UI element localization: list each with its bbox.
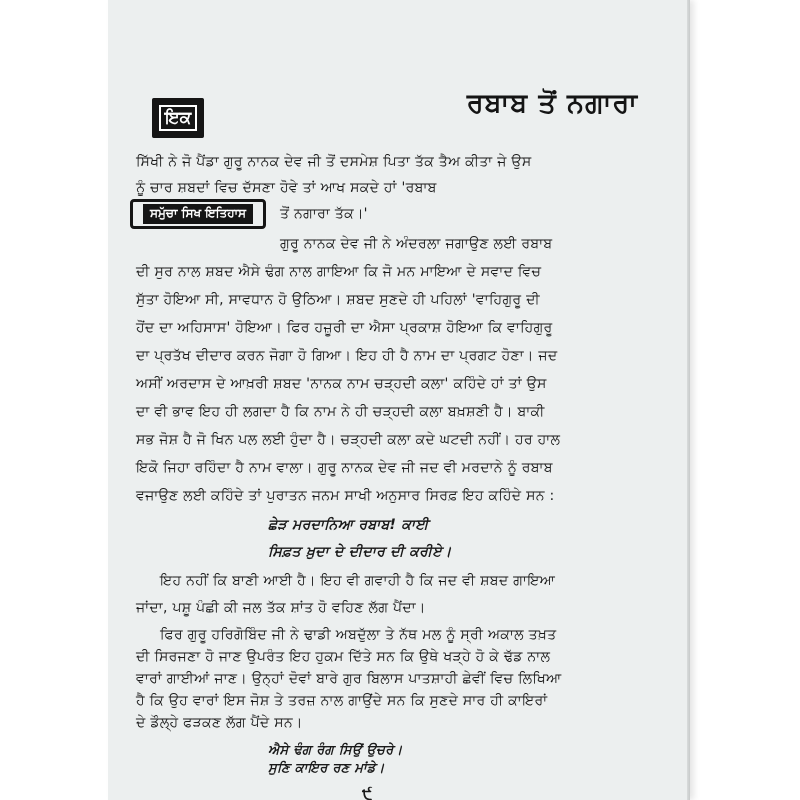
text-line: ਨੂੰ ਚਾਰ ਸ਼ਬਦਾਂ ਵਿਚ ਦੱਸਣਾ ਹੋਵੇ ਤਾਂ ਆਖ ਸਕਦੇ ਹਾਂ 'ਰਬਾਬ xyxy=(136,180,437,196)
verse-line: ਛੇੜ ਮਰਦਾਨਿਆ ਰਬਾਬ! ਕਾਈ xyxy=(268,517,429,533)
verse-line: ਐਸੇ ਢੰਗ ਰੰਗ ਸਿਉਂ ਉਚਰੇ। xyxy=(268,743,403,758)
sidebar-badge-label: ਸਮੁੱਚਾ ਸਿਖ ਇਤਿਹਾਸ xyxy=(143,204,253,223)
text-line: ਜਾਂਦਾ, ਪਸ਼ੂ ਪੰਛੀ ਕੀ ਜਲ ਤੱਕ ਸ਼ਾਂਤ ਹੋ ਵਹਿਣ ਲੱਗ ਪੈਂਦਾ। xyxy=(136,600,426,616)
text-line: ਹੈ ਕਿ ਉਹ ਵਾਰਾਂ ਇਸ ਜੋਸ਼ ਤੇ ਤਰਜ਼ ਨਾਲ ਗਾਉਂਦੇ ਸਨ ਕਿ ਸੁਣਦੇ ਸਾਰ ਹੀ ਕਾਇਰਾਂ xyxy=(136,693,548,709)
text-line: ਤੋਂ ਨਗਾਰਾ ਤੱਕ।' xyxy=(280,206,368,222)
text-line: ਸੁੱਤਾ ਹੋਇਆ ਸੀ, ਸਾਵਧਾਨ ਹੋ ਉਠਿਆ। ਸ਼ਬਦ ਸੁਣਦੇ ਹੀ ਪਹਿਲਾਂ 'ਵਾਹਿਗੁਰੂ ਦੀ xyxy=(136,292,540,308)
text-line: ਗੁਰੂ ਨਾਨਕ ਦੇਵ ਜੀ ਨੇ ਅੰਦਰਲਾ ਜਗਾਉਣ ਲਈ ਰਬਾਬ xyxy=(280,236,553,252)
text-line: ਵਾਰਾਂ ਗਾਈਆਂ ਜਾਣ। ਉਨ੍ਹਾਂ ਦੋਵਾਂ ਬਾਰੇ ਗੁਰ ਬਿਲਾਸ ਪਾਤਸ਼ਾਹੀ ਛੇਵੀਂ ਵਿਚ ਲਿਖਿਆ xyxy=(136,671,562,687)
text-line: ਸਿੱਖੀ ਨੇ ਜੋ ਪੈਂਡਾ ਗੁਰੂ ਨਾਨਕ ਦੇਵ ਜੀ ਤੋਂ ਦਸਮੇਸ਼ ਪਿਤਾ ਤੱਕ ਤੈਅ ਕੀਤਾ ਜੇ ਉਸ xyxy=(136,154,532,170)
chapter-title: ਰਬਾਬ ਤੋਂ ਨਗਾਰਾ xyxy=(466,88,638,119)
text-line: ਇਹ ਨਹੀਂ ਕਿ ਬਾਣੀ ਆਈ ਹੈ। ਇਹ ਵੀ ਗਵਾਹੀ ਹੈ ਕਿ ਜਦ ਵੀ ਸ਼ਬਦ ਗਾਇਆ xyxy=(160,573,556,589)
chapter-number-frame xyxy=(159,105,197,131)
text-line: ਦਾ ਵੀ ਭਾਵ ਇਹ ਹੀ ਲਗਦਾ ਹੈ ਕਿ ਨਾਮ ਨੇ ਹੀ ਚੜ੍ਹਦੀ ਕਲਾ ਬਖ਼ਸ਼ਣੀ ਹੈ। ਬਾਕੀ xyxy=(136,404,545,420)
chapter-number: ਇਕ xyxy=(164,107,192,128)
page-number: ੯ xyxy=(362,784,373,800)
text-line: ਵਜਾਉਣ ਲਈ ਕਹਿੰਦੇ ਤਾਂ ਪੁਰਾਤਨ ਜਨਮ ਸਾਖੀ ਅਨੁਸਾਰ ਸਿਰਫ਼ ਇਹ ਕਹਿੰਦੇ ਸਨ : xyxy=(136,488,555,504)
sidebar-badge xyxy=(130,199,266,229)
text-line: ਇਕੋ ਜਿਹਾ ਰਹਿੰਦਾ ਹੈ ਨਾਮ ਵਾਲਾ। ਗੁਰੂ ਨਾਨਕ ਦੇਵ ਜੀ ਜਦ ਵੀ ਮਰਦਾਨੇ ਨੂੰ ਰਬਾਬ xyxy=(136,460,553,476)
text-line: ਅਸੀਂ ਅਰਦਾਸ ਦੇ ਆਖ਼ਰੀ ਸ਼ਬਦ 'ਨਾਨਕ ਨਾਮ ਚੜ੍ਹਦੀ ਕਲਾ' ਕਹਿੰਦੇ ਹਾਂ ਤਾਂ ਉਸ xyxy=(136,376,547,392)
text-line: ਦਾ ਪ੍ਰਤੱਖ ਦੀਦਾਰ ਕਰਨ ਜੋਗਾ ਹੋ ਗਿਆ। ਇਹ ਹੀ ਹੈ ਨਾਮ ਦਾ ਪ੍ਰਗਟ ਹੋਣਾ। ਜਦ xyxy=(136,348,558,364)
text-line: ਸਭ ਜੋਸ਼ ਹੈ ਜੋ ਖਿਨ ਪਲ ਲਈ ਹੁੰਦਾ ਹੈ। ਚੜ੍ਹਦੀ ਕਲਾ ਕਦੇ ਘਟਦੀ ਨਹੀਂ। ਹਰ ਹਾਲ xyxy=(136,432,561,448)
text-line: ਦੀ ਸੁਰ ਨਾਲ ਸ਼ਬਦ ਐਸੇ ਢੰਗ ਨਾਲ ਗਾਇਆ ਕਿ ਜੋ ਮਨ ਮਾਇਆ ਦੇ ਸਵਾਦ ਵਿਚ xyxy=(136,264,542,280)
text-line: ਹੋਂਦ ਦਾ ਅਹਿਸਾਸ' ਹੋਇਆ। ਫਿਰ ਹਜ਼ੂਰੀ ਦਾ ਐਸਾ ਪ੍ਰਕਾਸ਼ ਹੋਇਆ ਕਿ ਵਾਹਿਗੁਰੂ xyxy=(136,320,553,336)
chapter-number-box xyxy=(152,98,204,138)
text-line: ਦੇ ਡੌਲ੍ਹੇ ਫੜਕਣ ਲੱਗ ਪੈਂਦੇ ਸਨ। xyxy=(136,715,303,731)
book-page xyxy=(108,0,690,800)
text-line: ਦੀ ਸਿਰਜਣਾ ਹੋ ਜਾਣ ਉਪਰੰਤ ਇਹ ਹੁਕਮ ਦਿੱਤੇ ਸਨ ਕਿ ਉਥੇ ਖੜ੍ਹੇ ਹੋ ਕੇ ਢੱਡ ਨਾਲ xyxy=(136,649,551,665)
text-line: ਫਿਰ ਗੁਰੂ ਹਰਿਗੋਬਿੰਦ ਜੀ ਨੇ ਢਾਡੀ ਅਬਦੁੱਲਾ ਤੇ ਨੱਥ ਮਲ ਨੂੰ ਸ੍ਰੀ ਅਕਾਲ ਤਖ਼ਤ xyxy=(160,627,557,643)
verse-line: ਸੁਣਿ ਕਾਇਰ ਰਣ ਮਾਂਡੇ। xyxy=(268,761,385,776)
page-edge xyxy=(687,0,690,800)
verse-line: ਸਿਫ਼ਤ ਖ਼ੁਦਾ ਦੇ ਦੀਦਾਰ ਦੀ ਕਰੀਏ। xyxy=(268,544,452,560)
